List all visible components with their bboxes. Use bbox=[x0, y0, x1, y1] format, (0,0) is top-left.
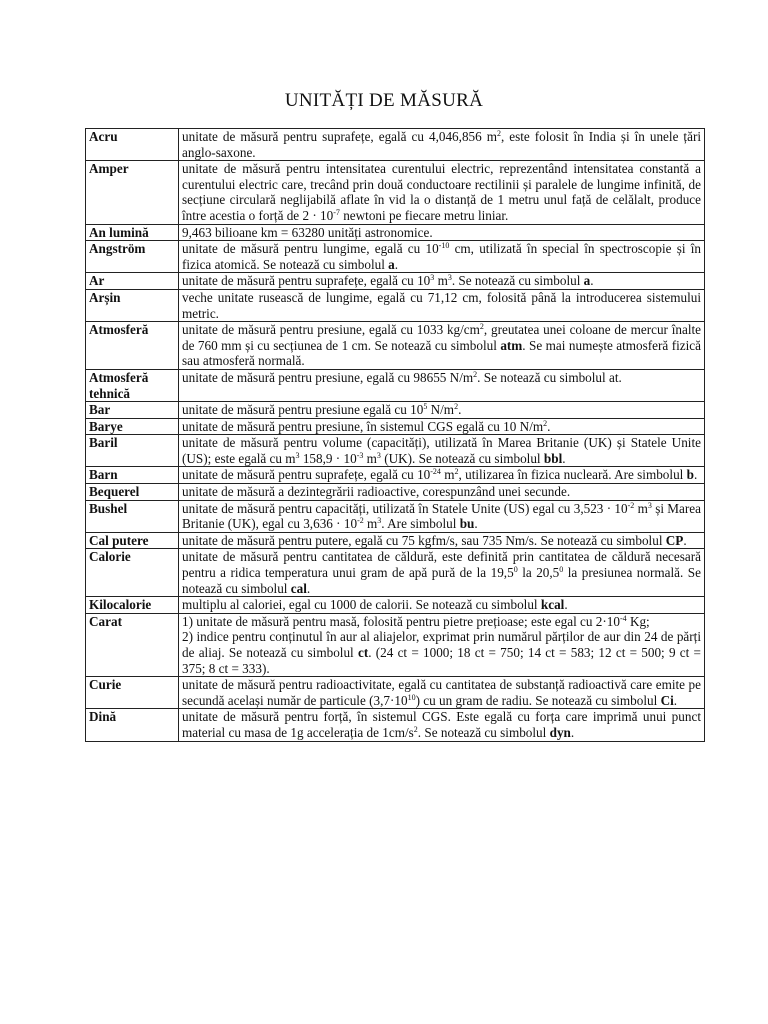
definition-text: . bbox=[562, 450, 566, 466]
unit-definition bbox=[179, 224, 705, 241]
table-row bbox=[86, 709, 705, 741]
unit-term: Carat bbox=[86, 613, 179, 676]
table-row bbox=[86, 484, 705, 501]
unit-definition bbox=[179, 532, 705, 549]
unit-definition bbox=[179, 613, 705, 676]
table-row bbox=[86, 129, 705, 161]
superscript: 2 bbox=[454, 467, 459, 477]
table-row bbox=[86, 273, 705, 290]
table-row bbox=[86, 369, 705, 401]
definition-text: , greutatea unei coloane de mercur înalte de 760 mm și cu secțiunea de 1 cm. Se notează cu simbolul bbox=[182, 322, 702, 353]
unit-term: Cal putere bbox=[86, 532, 179, 549]
unit-definition bbox=[179, 549, 705, 597]
definition-text: 1) unitate de măsură pentru masă, folosită pentru pietre prețioase; este egal cu 2·10 bbox=[182, 613, 620, 629]
superscript: -2 bbox=[357, 516, 364, 526]
definition-text: . bbox=[564, 597, 568, 613]
definition-text: unitate de măsură pentru putere, egală cu 75 kgfm/s, sau 735 Nm/s. Se notează cu simbolul bbox=[182, 532, 666, 548]
superscript: -24 bbox=[430, 467, 441, 477]
unit-symbol: CP bbox=[665, 532, 684, 548]
unit-term: Atmosferă tehnică bbox=[86, 369, 179, 401]
definition-text: m bbox=[363, 450, 377, 466]
superscript: 3 bbox=[377, 516, 382, 526]
table-row bbox=[86, 677, 705, 709]
definition-text: unitate de măsură pentru cantitatea de căldură, este definită prin cantitatea de căldură necesară pentru a ridica temperatura unui gram de apă pură de la 19,5 bbox=[182, 549, 701, 581]
table-row bbox=[86, 224, 705, 241]
definition-text: unitate de măsură pentru suprafețe, egală cu 10 bbox=[182, 467, 431, 483]
definition-text: 9,463 bilioane km = 63280 unități astronomice. bbox=[182, 224, 433, 240]
definition-text: unitate de măsură pentru capacități, utilizată în Statele Unite (US) egal cu 3,523 · 10 bbox=[182, 500, 628, 516]
unit-symbol: a bbox=[388, 256, 395, 272]
unit-definition bbox=[179, 369, 705, 401]
unit-definition bbox=[179, 677, 705, 709]
unit-term: Angström bbox=[86, 241, 179, 273]
definition-text: 158,9 · 10 bbox=[299, 450, 357, 466]
unit-term: Calorie bbox=[86, 549, 179, 597]
definition-text: unitate de măsură a dezintegrării radioactive, corespunzând unei secunde. bbox=[182, 484, 571, 500]
unit-term: Acru bbox=[86, 129, 179, 161]
definition-text: . bbox=[683, 532, 687, 548]
definition-text: , este folosit în India și în unele țări anglo-saxone. bbox=[182, 129, 702, 160]
unit-term: Kilocalorie bbox=[86, 597, 179, 614]
definition-text: . (24 ct = 1000; 18 ct = 750; 14 ct = 583; 12 ct = 500; 9 ct = 375; 8 ct = 333). bbox=[182, 645, 701, 676]
superscript: -4 bbox=[619, 613, 627, 623]
unit-definition bbox=[179, 129, 705, 161]
definition-text: . bbox=[306, 580, 311, 596]
definition-text: Kg; bbox=[626, 613, 650, 629]
unit-term: Ar bbox=[86, 273, 179, 290]
table-row bbox=[86, 597, 705, 614]
definition-text: unitate de măsură pentru radioactivitate, egală cu cantitatea de substanță radioactivă care emite pe secundă același număr de particule (3,7·10 bbox=[182, 677, 701, 708]
definition-text: m bbox=[363, 516, 378, 532]
definition-text: veche unitate rusească de lungime, egală cu 71,12 cm, folosită până la introducerea sistemului metric. bbox=[182, 289, 701, 321]
definition-text: unitate de măsură pentru presiune, egală cu 1033 kg/cm bbox=[182, 322, 480, 338]
page-title: UNITĂȚI DE MĂSURĂ bbox=[284, 90, 484, 111]
definition-text: (UK). Se notează cu simbolul bbox=[380, 450, 544, 466]
unit-definition bbox=[179, 500, 705, 532]
unit-symbol: a bbox=[583, 273, 591, 289]
definition-text: . bbox=[590, 273, 594, 289]
definition-text: m bbox=[634, 500, 648, 516]
definition-text: la presiunea normală. Se notează cu simbolul bbox=[182, 565, 701, 596]
definition-text: . Se mai numește atmosferă fizică sau atmosferă normală. bbox=[182, 337, 701, 369]
table-row bbox=[86, 289, 705, 321]
definition-text: . Se notează cu simbolul at. bbox=[477, 369, 622, 385]
unit-term: Arșin bbox=[86, 289, 179, 321]
definition-text: . bbox=[693, 467, 698, 483]
definition-text: . bbox=[547, 418, 551, 434]
superscript: 2 bbox=[473, 369, 478, 379]
definition-text: newtoni pe fiecare metru liniar. bbox=[339, 207, 509, 223]
definition-text: unitate de măsură pentru intensitatea curentului electric, reprezentând intensitatea constantă a curentului electric care, trecând prin două conductoare rectilinii și paralele de lungime infinită, de secțiune circulară neglijabilă aflate în vid la o distanță de 1 metru unul față de celălalt, produce între acestia o forță de 2 · 10 bbox=[182, 161, 701, 223]
superscript: 3 bbox=[376, 450, 381, 460]
definition-text: . bbox=[570, 724, 575, 740]
unit-definition bbox=[179, 484, 705, 501]
unit-definition bbox=[179, 709, 705, 741]
superscript: -7 bbox=[333, 207, 340, 217]
units-table bbox=[85, 128, 705, 742]
superscript: 2 bbox=[543, 418, 548, 428]
unit-symbol: cal bbox=[290, 580, 307, 596]
definition-text: m bbox=[434, 273, 448, 289]
superscript: 3 bbox=[295, 450, 300, 460]
unit-symbol: bu bbox=[459, 516, 475, 532]
superscript: -10 bbox=[438, 241, 450, 251]
unit-definition bbox=[179, 402, 705, 419]
unit-symbol: atm bbox=[500, 337, 523, 353]
unit-term: Baril bbox=[86, 435, 179, 467]
superscript: 2 bbox=[454, 402, 459, 412]
definition-text: . bbox=[394, 256, 399, 272]
unit-term: Bushel bbox=[86, 500, 179, 532]
definition-text: N/m bbox=[427, 402, 455, 418]
superscript: 2 bbox=[496, 129, 501, 138]
superscript: 0 bbox=[559, 565, 564, 575]
definition-text: 2) indice pentru conținutul în aur al aliajelor, exprimat prin numărul părților de aur din 24 de părți de aliaj. Se notează cu simbolul bbox=[182, 629, 701, 660]
unit-term: Barye bbox=[86, 418, 179, 435]
definition-text: unitate de măsură pentru volume (capacități), utilizată în Marea Britanie (UK) și Statele Unite (US); este egală cu m bbox=[182, 435, 701, 466]
units-table-body bbox=[86, 129, 705, 742]
unit-definition bbox=[179, 467, 705, 484]
superscript: 5 bbox=[423, 402, 428, 412]
superscript: 2 bbox=[413, 724, 418, 734]
definition-text: și Marea Britanie (UK), egal cu 3,636 · 10 bbox=[182, 500, 701, 532]
table-row bbox=[86, 549, 705, 597]
definition-text: . Are simbolul bbox=[381, 516, 460, 532]
unit-definition bbox=[179, 273, 705, 290]
unit-definition bbox=[179, 161, 705, 224]
unit-term: Bequerel bbox=[86, 484, 179, 501]
unit-definition bbox=[179, 418, 705, 435]
superscript: 0 bbox=[513, 565, 518, 575]
definition-text: unitate de măsură pentru presiune egală cu 10 bbox=[182, 402, 424, 418]
unit-term: Atmosferă bbox=[86, 322, 179, 370]
unit-symbol: ct bbox=[357, 645, 369, 660]
superscript: 10 bbox=[407, 692, 416, 702]
definition-text: cm, utilizată în special în spectroscopie și în fizica atomică. Se notează cu simbolul bbox=[182, 241, 701, 272]
unit-definition bbox=[179, 435, 705, 467]
definition-text: . bbox=[673, 692, 678, 708]
unit-symbol: b bbox=[686, 467, 694, 483]
unit-symbol: dyn bbox=[549, 724, 571, 740]
table-row bbox=[86, 161, 705, 224]
superscript: 3 bbox=[447, 273, 452, 283]
superscript: 3 bbox=[647, 500, 652, 510]
definition-text: , utilizarea în fizica nucleară. Are simbolul bbox=[458, 467, 687, 483]
unit-term: Curie bbox=[86, 677, 179, 709]
table-row bbox=[86, 322, 705, 370]
unit-symbol: kcal bbox=[540, 597, 565, 613]
unit-term: Barn bbox=[86, 467, 179, 484]
unit-definition bbox=[179, 597, 705, 614]
unit-term: Amper bbox=[86, 161, 179, 224]
table-row bbox=[86, 435, 705, 467]
definition-text: unitate de măsură pentru presiune, în sistemul CGS egală cu 10 N/m bbox=[182, 418, 544, 434]
table-row bbox=[86, 402, 705, 419]
definition-text: . bbox=[458, 402, 462, 418]
definition-text: unitate de măsură pentru suprafețe, egală cu 4,046,856 m bbox=[182, 129, 497, 144]
unit-definition bbox=[179, 322, 705, 370]
unit-term: Bar bbox=[86, 402, 179, 419]
unit-term: Dină bbox=[86, 709, 179, 741]
definition-text: . bbox=[474, 516, 478, 532]
definition-text: unitate de măsură pentru presiune, egală cu 98655 N/m bbox=[182, 369, 474, 385]
definition-text: ) cu un gram de radiu. Se notează cu simbolul bbox=[415, 692, 661, 708]
unit-definition bbox=[179, 289, 705, 321]
definition-text: unitate de măsură pentru forță, în sistemul CGS. Este egală cu forța care imprimă unui punct material cu masa de 1g accelerația de 1cm/s bbox=[182, 709, 701, 740]
table-row bbox=[86, 467, 705, 484]
table-row bbox=[86, 418, 705, 435]
definition-text: multiplu al caloriei, egal cu 1000 de calorii. Se notează cu simbolul bbox=[182, 597, 541, 613]
table-row bbox=[86, 500, 705, 532]
unit-symbol: bbl bbox=[543, 450, 563, 466]
unit-symbol: Ci bbox=[660, 692, 674, 708]
unit-term: An lumină bbox=[86, 224, 179, 241]
definition-text: . Se notează cu simbolul bbox=[417, 724, 550, 740]
superscript: 2 bbox=[479, 322, 484, 332]
unit-definition bbox=[179, 241, 705, 273]
definition-text: unitate de măsură pentru lungime, egală cu 10 bbox=[182, 241, 439, 257]
superscript: -2 bbox=[627, 500, 635, 510]
definition-text: m bbox=[440, 467, 455, 483]
table-row bbox=[86, 613, 705, 676]
table-row bbox=[86, 532, 705, 549]
table-row bbox=[86, 241, 705, 273]
superscript: -3 bbox=[356, 450, 364, 460]
definition-text: la 20,5 bbox=[517, 565, 560, 581]
superscript: 3 bbox=[430, 273, 435, 283]
definition-text: . Se notează cu simbolul bbox=[451, 273, 584, 289]
definition-text: unitate de măsură pentru suprafețe, egală cu 10 bbox=[182, 273, 431, 289]
